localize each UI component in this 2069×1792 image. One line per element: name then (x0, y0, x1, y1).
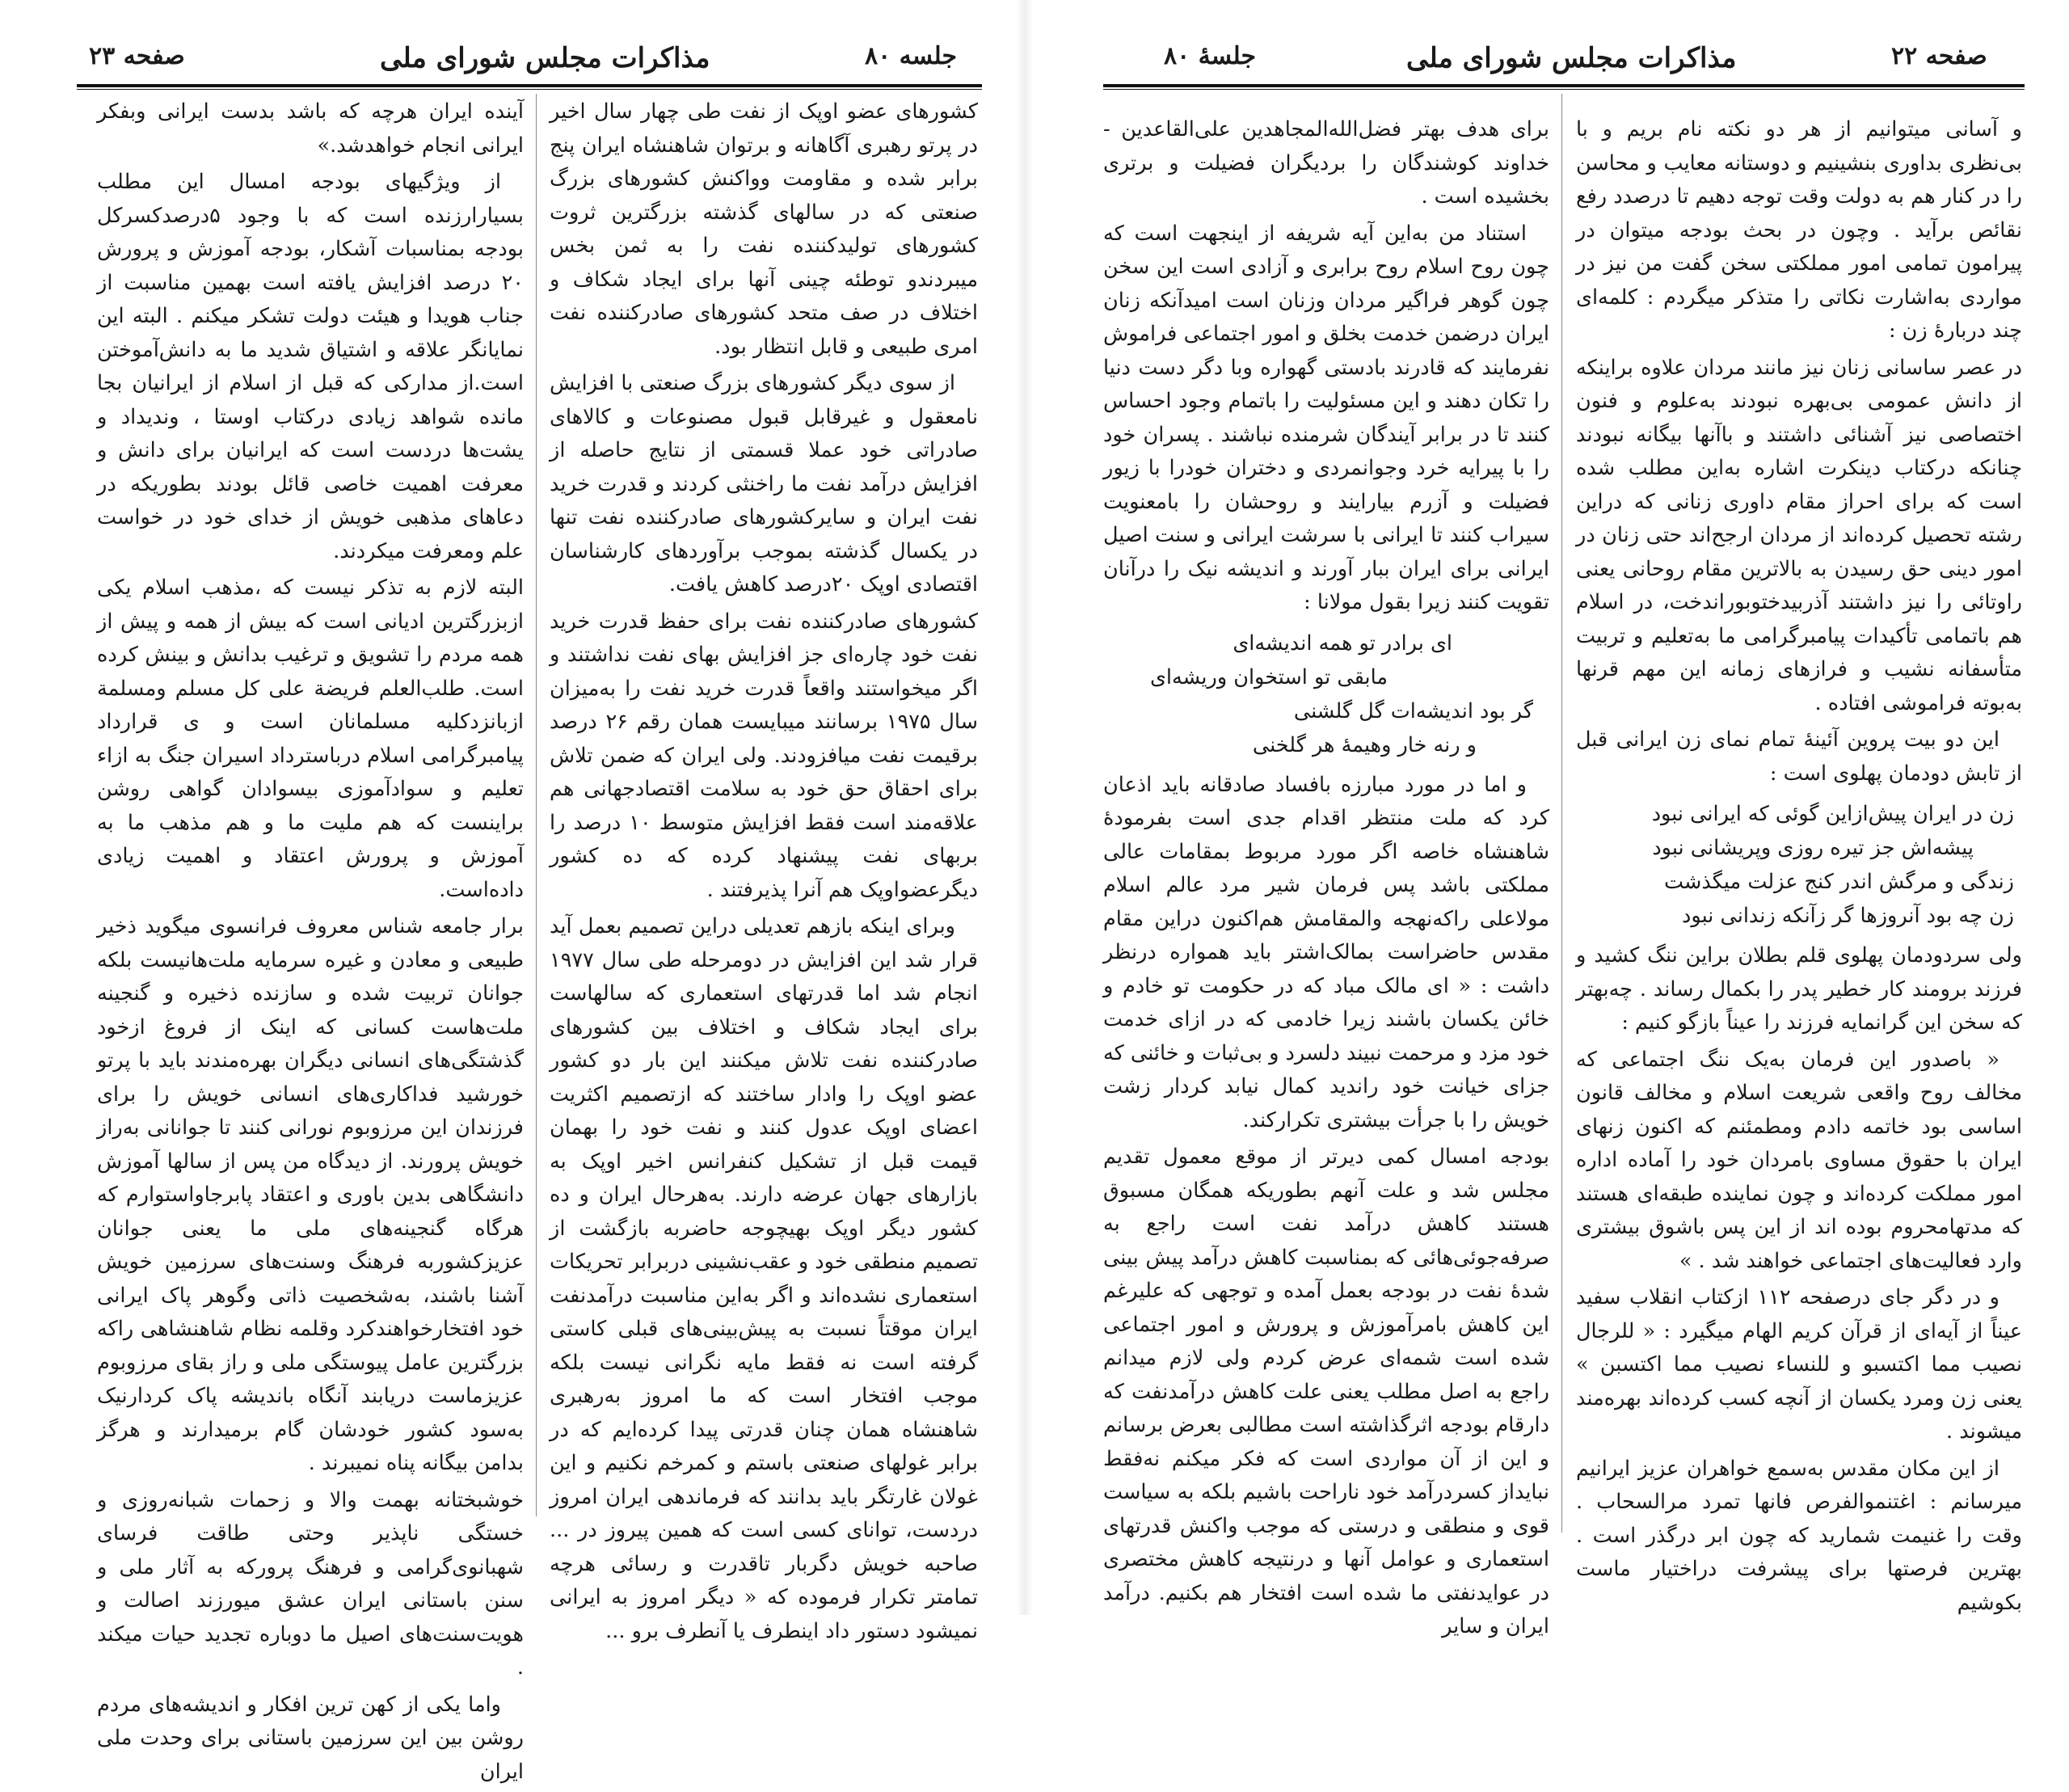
right-page-right-column (1576, 113, 2022, 1623)
paragraph: و اما در مورد مبارزه بافساد صادقانه باید اذعان کرد که ملت منتظر اقدام جدی است بفرمودهٔ شاهنشاه خاصه اگر مورد مربوط بمقامات عالی مملکتی باشد پس فرمان شیر مرد عالم اسلام مولاعلی راکه‌نهجه والمقامش هم‌اکنون دراین مقام مقدس حاضراست بمالک‌اشتر باید همواره درنظر داشت : « ای مالک مباد که در حکومت تو خادم و خائن یکسان باشند زیرا خادمی که در ازای خدمت خود مزد و مرحمت نبیند دلسرد و بی‌ثبات و خائنی که جزای خیانت خود راندید کمال نیابد کردار زشت خویش را با جرأت بیشتری تکرارکند. (1103, 772, 1549, 1132)
paragraph: کشورهای صادرکننده نفت برای حفظ قدرت خرید نفت خود چاره‌ای جز افزایش بهای نفت نداشتند و اگر میخواستند واقعاً قدرت خرید نفت را به‌میزان سال ۱۹۷۵ برسانند میبایست همان رقم ۲۶ درصد برقیمت نفت میافزودند. ولی ایران که ضمن تلاش برای احقاق حق خود به سلامت اقتصادجهانی هم علاقه‌مند است فقط افزایش متوسط ۱۰ درصد را بربهای نفت پیشنهاد کرده که ده کشور دیگرعضواوپک هم آنرا پذیرفتند . (550, 609, 978, 902)
paragraph: خوشبختانه بهمت والا و زحمات شبانه‌روزی و خستگی ناپذیر وحتی طاقت فرسای شهبانوی‌گرامی و فرهنگ پرورکه به آثار ملی و سنن باستانی ایران عشق میورزند اصالت و هویت‌سنت‌های اصیل ما دوباره تجدید حیات میکند . (97, 1487, 524, 1680)
poem-line: زن چه بود آنروزها گر زآنکه زندانی نبود (1682, 904, 2014, 928)
right-column-part-b (1576, 939, 2022, 1620)
poem-line: گر بود اندیشه‌ات گل گلشنی (1293, 698, 1533, 723)
paragraph: ولی سردودمان پهلوی قلم بطلان براین ننگ کشید و فرزند برومند کار خطیر پدر را بکمال رساند . چه‌بهتر که سخن این گرانمایه فرزند را عیناً بازگو کنیم : (1576, 943, 2022, 1035)
paragraph: این دو بیت پروین آئینهٔ تمام نمای زن ایرانی قبل از تابش دودمان پهلوی است : (1576, 727, 2022, 786)
poem-line: پیشه‌اش جز تیره روزی وپریشانی نبود (1652, 836, 1974, 860)
paragraph: واما یکی از کهن ترین افکار و اندیشه‌های مردم روشن بین این سرزمین باستانی برای وحدت ملی ایران (97, 1692, 524, 1784)
paragraph: برای هدف بهتر فضل‌الله‌المجاهدین علی‌القاعدین - خداوند کوشندگان را بردیگران فضیلت و برتری بخشیده است . (1103, 117, 1549, 209)
paragraph: از این مکان مقدس به‌سمع خواهران عزیز ایرانیم میرسانم : اغتنموالفرص فانها تمرد مرالسحاب . وقت را غنیمت شمارید که چون ابر درگذر است . بهترین فرصتها برای پیشرفت دراختیار ماست بکوشیم (1576, 1456, 2022, 1615)
poem-parvin (1576, 797, 2022, 933)
left-page-right-column (550, 95, 978, 1651)
poem-line: ای برادر تو همه اندیشه‌ای (1233, 630, 1452, 656)
right-page-left-column (1103, 113, 1549, 1647)
poem-line: و رنه خار وهیمهٔ هر گلخنی (1252, 732, 1477, 757)
paragraph: در عصر ساسانی زنان نیز مانند مردان علاوه براینکه از دانش عمومی بی‌بهره نبودند به‌علوم و فنون اختصاصی نیز آشنائی داشتند و باآنها بیگانه نبودند چنانکه درکتاب دینکرت اشاره به‌این مطلب شده است که برای احراز مقام داوری زنانی که دراین رشته تحصیل کرده‌اند از مردان ارجح‌اند حتی زنان در امور دینی حق رسیدن به بالاترین مقام روحانی یعنی راوتائی را نیز داشتند آذربیدختوبوراندخت، در اسلام هم باتمامی تأکیدات پیامبرگرامی ما به‌تعلیم و تربیت متأسفانه نشیب و فرازهای زمانه این مهم قرنها به‌بوته فراموشی افتاده . (1576, 355, 2022, 715)
left-header-rule-thin (77, 89, 982, 90)
poem-line: زندگی و مرگش اندر کنج عزلت میگذشت (1663, 870, 2014, 894)
left-page-session: جلسه ۸۰ (865, 42, 958, 70)
paragraph: استناد من به‌این آیه شریفه از اینجهت است که چون روح اسلام روح برابری و آزادی است این سخن چون گوهر فراگیر مردان وزنان است امیدآنکه زنان ایران درضمن خدمت بخلق و امور اجتماعی فراموش نفرمایند که قادرند بادستی گهواره وبا دگر دست دنیا را تکان دهند و این مسئولیت را باتمام وجود احساس کنند تا در برابر آیندگان شرمنده نباشند . پسران خود را با پیرایه خرد وجوانمردی و دختران خودرا با زیور فضیلت و آزرم بیارایند و روحشان را بامعنویت سیراب کنند تا ایرانی با سرشت ایرانی و سنت اصیل ایرانی برای ایران ببار آورند و اندیشه نیک را درآنان تقویت کنند زیرا بقول مولانا : (1103, 221, 1549, 614)
poem-line: زن در ایران پیش‌ازاین گوئی که ایرانی نبود (1651, 802, 2014, 826)
right-header-rule (1103, 84, 2025, 87)
paragraph: از ویژگیهای بودجه امسال این مطلب بسیارارزنده است که با وجود ۵درصدکسرکل بودجه بمناسبات آشکار، بودجه آموزش و پرورش ۲۰ درصد افزایش یافته است بهمین مناسبت از جناب هویدا و هیئت دولت تشکر میکنم . البته این نمایانگر علاقه و اشتیاق شدید ما به دانش‌آموختن است.از مدارکی که قبل از اسلام از ایرانیان بجا مانده شواهد زیادی درکتاب اوستا ، وندیداد و یشت‌ها دردست است که ایرانیان برای دانش و معرفت اهمیت خاصی قائل بودند بطوریکه در دعاهای مذهبی خویش از خدای خود در خواست علم ومعرفت میکردند. (97, 170, 524, 563)
left-page-left-column (97, 95, 524, 1792)
paragraph: بودجه امسال کمی دیرتر از موقع معمول تقدیم مجلس شد و علت آنهم بطوریکه همگان مسبوق هستند کاهش درآمد نفت است راجع به صرفه‌جوئی‌هائی که بمناسبت کاهش درآمد پیش بینی شدهٔ نفت در بودجه بعمل آمده و توجهی که علیرغم این کاهش بامرآموزش و پرورش و امور اجتماعی شده است شمه‌ای عرض کردم ولی لازم میدانم راجع به اصل مطلب یعنی علت کاهش درآمدنفت که دارقام بودجه اثرگذاشته است مطالبی بعرض برسانم و این از آن مواردی است که فکر میکنم نه‌فقط نبایداز کسردرآمد خود ناراحت باشیم بلکه به سیاست قوی و منطقی و درستی که موجب واکنش قدرتهای استعماری و عوامل آنها و درنتیجه کاهش مختصری در عوایدنفتی ما شده است افتخار هم بکنیم. درآمد ایران و سایر (1103, 1145, 1549, 1638)
right-column-divider (1561, 94, 1562, 1533)
left-header-rule (77, 84, 982, 87)
paragraph: و در دگر جای درصفحه ۱۱۲ ازکتاب انقلاب سفید عیناً از آیه‌ای از قرآن کریم الهام میگیرد : « للرجال نصیب مما اکتسبو و للنساء نصیب مما اکتسبن » یعنی زن ومرد یکسان از آنچه کسب کرده‌اند بهره‌مند میشوند . (1576, 1285, 2022, 1444)
right-page-number: صفحه ۲۲ (1891, 42, 1987, 70)
right-page-title: مذاکرات مجلس شورای ملی (1406, 42, 1737, 74)
right-header-rule-thin (1103, 89, 2025, 90)
right-page-header (1043, 42, 2069, 82)
right-page (1043, 0, 2069, 1638)
left-page-header (0, 42, 1002, 82)
paragraph: و آسانی میتوانیم از هر دو نکته نام بریم و با بی‌نظری بداوری بنشینیم و دوستانه معایب و محاسن را در کنار هم به دولت وقت توجه دهیم تا درصدد رفع نقائص برآید . وچون در بحث بودجه میتوان در پیرامون تمامی امور مملکتی سخن گفت من نیز در مواردی به‌اشارت نکاتی را متذکر میگردم : کلمه‌ای چند دربارهٔ زن : (1576, 117, 2022, 343)
left-column-divider (536, 94, 537, 1516)
paragraph: البته لازم به تذکر نیست که ،مذهب اسلام یکی ازبزرگترین ادیانی است که بیش از همه و پیش از همه مردم را تشویق و ترغیب بدانش و بینش کرده است. طلب‌العلم فریضة علی کل مسلم ومسلمة ازبانزدکلیه مسلمانان است و ی قرارداد پیامبرگرامی اسلام درباسترداد اسیران جنگ به ازاء تعلیم و سوادآموزی بیسوادان گواهی روشن براینست که هم ملیت ما و هم مذهب ما به آموزش و پرورش اعتقاد و اهمیت زیادی داده‌است. (97, 576, 524, 902)
left-page-title: مذاکرات مجلس شورای ملی (380, 42, 710, 74)
paragraph: از سوی دیگر کشورهای بزرگ صنعتی با افزایش نامعقول و غیرقابل قبول مصنوعات و کالاهای صادراتی خود عملا قسمتی از نتایج حاصله از افزایش درآمد نفت ما راخنثی کردند و قدرت خرید نفت ایران و سایرکشورهای صادرکننده نفت تنها در یکسال گذشته بموجب برآوردهای کارشناسان اقتصادی اوپک ۲۰درصد کاهش یافت. (550, 371, 978, 597)
paragraph: وبرای اینکه بازهم تعدیلی دراین تصمیم بعمل آید قرار شد این افزایش در دومرحله طی سال ۱۹۷۷ انجام شد اما قدرتهای استعماری که سالهاست برای ایجاد شکاف و اختلاف بین کشورهای صادرکننده نفت تلاش میکنند این بار دو کشور عضو اوپک را وادار ساختند که ازتصمیم اکثریت اعضای اوپک عدول کنند و نفت خود را بهمان قیمت قبل از تشکیل کنفرانس اخیر اوپک به بازارهای جهان عرضه دارند. به‌هرحال ایران و ده کشور دیگر اوپک بهیچوجه حاضربه بازگشت از تصمیم منطقی خود و عقب‌نشینی دربرابر تحریکات استعماری نشده‌اند و اگر به‌این مناسبت درآمدنفت ایران موقتاً نسبت به پیش‌بینی‌های قبلی کاستی گرفته است نه فقط مایه نگرانی نیست بلکه موجب افتخار است که ما امروز به‌رهبری شاهنشاه همان چنان قدرتی پیدا کرده‌ایم که در برابر غولهای صنعتی باستم و کمرخم نکنیم و این غولان غارتگر باید بدانند که فرماندهی ایران امروز دردست، توانای کسی است که همین پیروز در ... صاحبه خویش دگربار تاقدرت و رسائی هرچه تمامتر تکرار فرموده که « دیگر امروز به ایرانی نمیشود دستور داد اینطرف یا آنطرف برو ... (550, 914, 978, 1643)
left-column-part-a (1103, 113, 1549, 620)
paragraph: « باصدور این فرمان به‌یک ننگ اجتماعی که مخالف روح واقعی شریعت اسلام و مخالف قانون اساسی بود خاتمه دادم ومطمئنم که اکنون زنهای ایران با حقوق مساوی بامردان خود را آماده اداره امور مملکت کرده‌اند و چون نماینده طبقه‌ای هستند که مدتهامحروم بوده اند از این پس باشوق بیشتری وارد فعالیت‌های اجتماعی خواهند شد . » (1576, 1047, 2022, 1273)
left-column-part-b (1103, 769, 1549, 1644)
left-page-number: صفحه ۲۳ (89, 42, 185, 70)
book-gutter (1017, 0, 1033, 1615)
paragraph: برار جامعه شناس معروف فرانسوی میگوید ذخیر طبیعی و معادن و غیره سرمایه ملت‌هانیست بلکه جوانان تربیت شده و سازنده ذخیره و گنجینه ملت‌هاست کسانی که اینک از فروغ ازخود گذشتگی‌های انسانی دیگران بهره‌مندند باید با پرتو خورشید فداکاری‌های انسانی خویش را برای فرزندان این مرزوبوم نورانی کنند تا جوانانی به‌راز خویش پرورند. از دیدگاه من پس از سالها آموزش دانشگاهی بدین باوری و اعتقاد پابرجاواستوارم که هرگاه گنجینه‌های ملی ما یعنی جوانان عزیزکشوربه فرهنگ وسنت‌های سرزمین خویش آشنا باشند، به‌شخصیت ذاتی وگوهر پاک ایرانی خود افتخارخواهندکرد وقلمه نظام شاهنشاهی راکه بزرگترین عامل پیوستگی ملی و راز بقای مرزوبوم عزیزماست دریابند آنگاه باندیشه پاک کردارنیک به‌سود کشور خودشان گام برمیدارند و هرگز بدامن بیگانه پناه نمیبرند . (97, 914, 524, 1475)
right-page-session: جلسهٔ ۸۰ (1164, 42, 1257, 70)
paragraph: کشورهای عضو اوپک از نفت طی چهار سال اخیر در پرتو رهبری آگاهانه و برتوان شاهنشاه ایران پنج برابر شده و مقاومت وواکنش کشورهای بزرگ صنعتی که در سالهای گذشته بزرگترین ثروت کشورهای تولیدکننده نفت را به ثمن بخس میبردندو توطئه چینی آنها برای ایجاد شکاف و اختلاف در صف متحد کشورهای صادرکننده نفت امری طبیعی و قابل انتظار بود. (550, 99, 978, 359)
left-page (0, 0, 1002, 1784)
poem-line: مابقی تو استخوان وریشه‌ای (1149, 664, 1388, 689)
poem-molana (1103, 626, 1549, 762)
paragraph: آینده ایران هرچه که باشد بدست ایرانی وبفکر ایرانی انجام خواهدشد.» (97, 99, 524, 158)
right-column-part-a (1576, 113, 2022, 791)
